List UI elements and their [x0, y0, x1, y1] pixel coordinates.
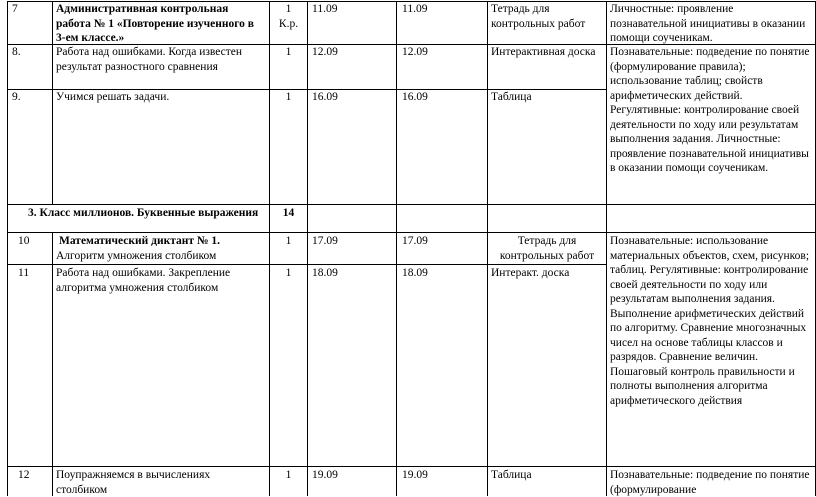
col-border — [52, 1, 53, 204]
col-border — [307, 1, 308, 496]
hours-cell: 1 — [285, 469, 292, 481]
equipment-cell: Таблица — [491, 469, 532, 481]
row-border — [7, 232, 816, 233]
col-border — [396, 1, 397, 496]
equipment-cell: Таблица — [491, 91, 532, 103]
fact-date: 12.09 — [402, 46, 428, 58]
lesson-topic: Работа над ошибками. Когда известен результат разностного сравнения — [56, 46, 243, 73]
equipment-cell: Тетрадь для контрольных работ — [491, 3, 586, 30]
fact-date: 19.09 — [402, 469, 428, 481]
col-border — [269, 1, 270, 496]
plan-date: 18.09 — [312, 267, 338, 279]
lesson-topic: Работа над ошибками. Закрепление алгоритма умножения столбиком — [56, 267, 231, 294]
lesson-topic: Учимся решать задачи. — [56, 91, 170, 103]
row-number: 9. — [12, 91, 21, 103]
hours-cell: 1 К.р. — [278, 3, 299, 30]
col-border — [52, 232, 53, 496]
row-number: 8. — [12, 46, 21, 58]
row-number: 7 — [12, 3, 18, 15]
plan-date: 16.09 — [312, 91, 338, 103]
row-number: 11 — [18, 267, 30, 279]
fact-date: 11.09 — [402, 3, 428, 15]
equipment-cell: Тетрадь для контрольных работ — [499, 235, 595, 262]
hours-cell: 1 — [285, 235, 292, 247]
row-number: 12 — [18, 469, 30, 481]
uud-cell: Личностные: проявление познавательной инициативы в оказании помощи соученикам. — [610, 3, 806, 44]
fact-date: 18.09 — [402, 267, 428, 279]
equipment-cell: Интерактивная доска — [491, 46, 596, 58]
fact-date: 16.09 — [402, 91, 428, 103]
equipment-cell: Интеракт. доска — [491, 267, 570, 279]
dictation-topic: Алгоритм умножения столбиком — [56, 249, 217, 262]
col-border — [606, 1, 607, 496]
plan-date: 17.09 — [312, 235, 338, 247]
fact-date: 17.09 — [402, 235, 428, 247]
lesson-topic — [56, 234, 266, 263]
section-title: 3. Класс миллионов. Буквенные выражения — [28, 207, 259, 219]
hours-cell: 1 — [285, 46, 292, 58]
row-border — [7, 466, 816, 467]
section-hours: 14 — [282, 207, 295, 219]
lesson-topic: Административная контрольная работа № 1 «Повторение изученного в 3-ем классе.» — [56, 3, 254, 44]
hours-cell: 1 — [285, 267, 292, 279]
plan-date: 12.09 — [312, 46, 338, 58]
uud-cell: Познавательные: подведение по понятие (формулирование — [610, 469, 810, 496]
lesson-topic: Поупражняемся в вычислениях столбиком — [56, 469, 211, 496]
uud-cell: Познавательные: подведение по понятие (формулирование правила); использование таблиц; свойств арифметических действий. Регулятивные: контролирование своей деятельности по ходу или результатам выполнения задания. Личностные: проявление познавательной инициативы в оказании помощи соученикам. — [610, 46, 810, 174]
row-border — [7, 204, 816, 205]
plan-date: 11.09 — [312, 3, 338, 15]
plan-date: 19.09 — [312, 469, 338, 481]
dictation-title: Математический диктант № 1. — [59, 235, 220, 247]
uud-cell: Познавательные: использование материальных объектов, схем, рисунков; таблиц. Регулятивные: контролирование своей деятельности по ходу или результатам выполнения задания. Выполнение арифметических действий по алгоритму. Сравнение многозначных чисел на основе таблицы классов и разрядов. Сравнение величин. Пошаговый контроль правильности и полноты выполнения алгоритма арифметического действия — [610, 235, 810, 407]
hours-cell: 1 — [285, 91, 292, 103]
col-border — [7, 1, 8, 496]
row-number: 10 — [18, 235, 30, 247]
